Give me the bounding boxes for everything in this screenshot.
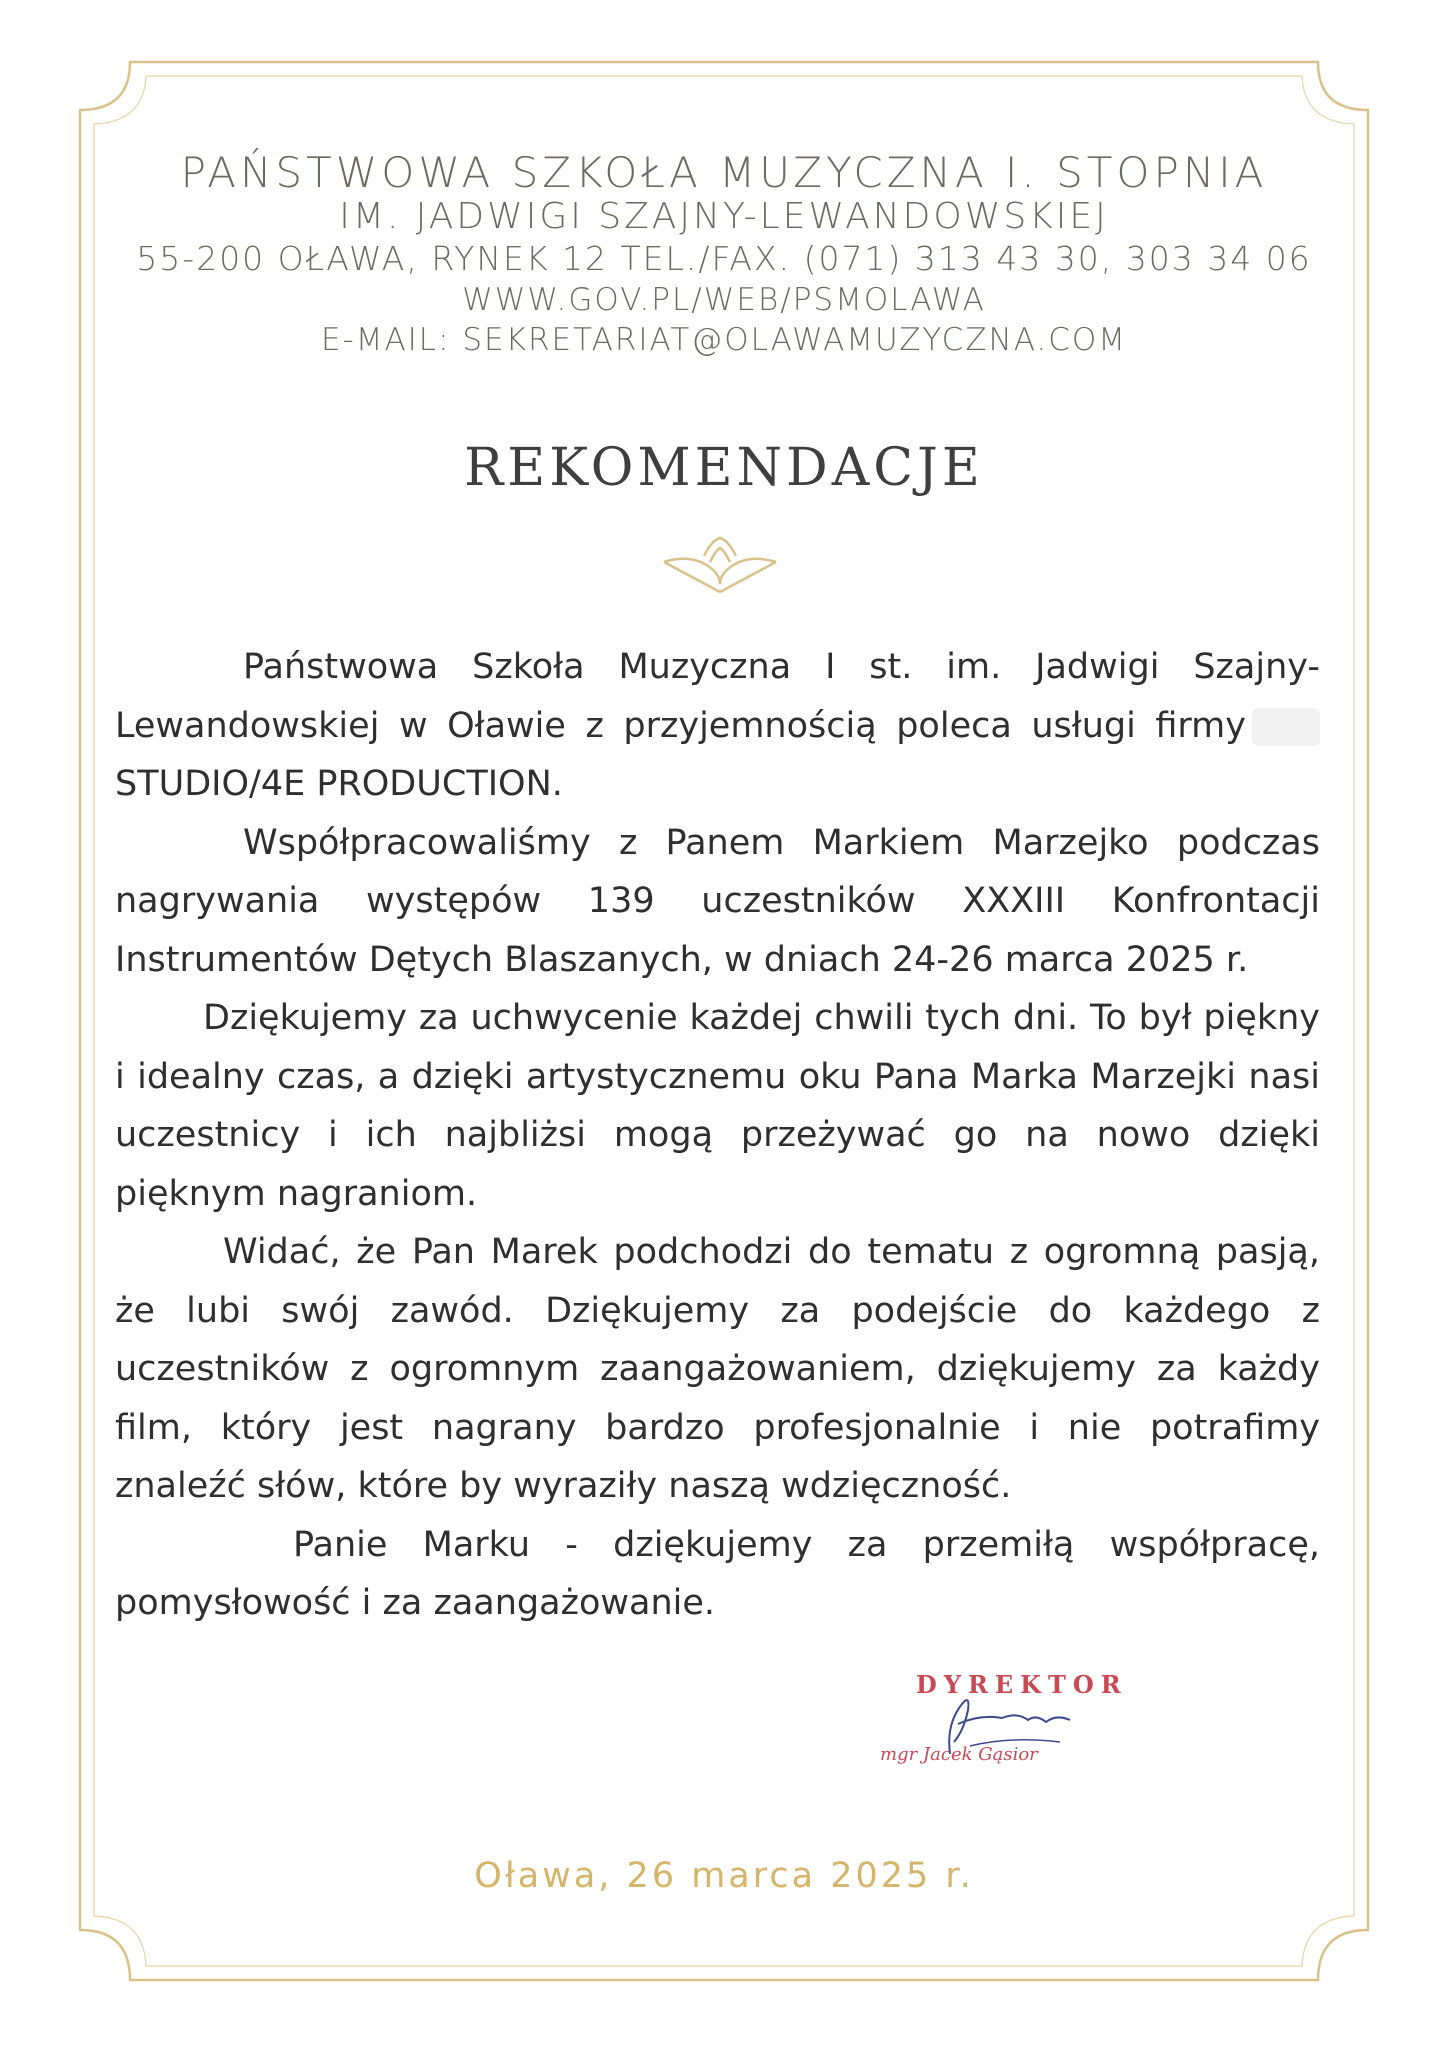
company-name: STUDIO/4E PRODUCTION. bbox=[115, 764, 563, 804]
paragraph-closing: Panie Marku - dziękujemy za przemiłą współpracę, pomysłowość i za zaangażowanie. bbox=[115, 1524, 1320, 1623]
school-email: E-MAIL: SEKRETARIAT@OLAWAMUZYCZNA.COM bbox=[320, 322, 1128, 358]
stamp-name: mgr Jacek Gąsior bbox=[880, 1744, 1038, 1765]
paragraph-thanks: Dziękujemy za uchwycenie każdej chwili tych dni. To był piękny i idealny czas, a dzięki artystycznemu oku Pana Marka Marzejki nasi uczestnicy i ich najbliżsi mogą przeżywać go na nowo dzięki pięknym nagraniom. bbox=[115, 998, 1320, 1214]
paragraph-passion: Widać, że Pan Marek podchodzi do tematu z ogromną pasją, że lubi swój zawód. Dziękujemy za podejście do każdego z uczestników z ogromnym zaangażowaniem, dziękujemy za każdy film, który jest nagrany bardzo profesjonalnie i nie potrafimy znaleźć słów, które by wyraziły naszą wdzięczność. bbox=[115, 1232, 1320, 1506]
paragraph-intro-text: Państwowa Szkoła Muzyczna I st. im. Jadwigi Szajny-Lewandowskiej w Oławie z przyjemnością poleca usługi firmy bbox=[115, 647, 1320, 746]
director-stamp bbox=[870, 1670, 1170, 1770]
document-title: REKOMENDACJE bbox=[464, 438, 984, 498]
school-address: 55-200 OŁAWA, RYNEK 12 TEL./FAX. (071) 313 43 30, 303 34 06 bbox=[136, 239, 1312, 278]
school-name: PAŃSTWOWA SZKOŁA MUZYCZNA I. STOPNIA bbox=[180, 148, 1268, 197]
paragraph-intro bbox=[115, 638, 1320, 814]
handwritten-signature bbox=[910, 1684, 1110, 1764]
stamp-title: DYREKTOR bbox=[916, 1670, 1128, 1699]
ornament-icon bbox=[660, 532, 780, 602]
place-and-date: Oława, 26 marca 2025 r. bbox=[474, 1856, 974, 1896]
school-letterhead bbox=[90, 150, 1358, 360]
school-website: WWW.GOV.PL/WEB/PSMOLAWA bbox=[462, 282, 986, 318]
recommendation-body bbox=[115, 638, 1320, 1633]
school-patron: IM. JADWIGI SZAJNY-LEWANDOWSKIEJ bbox=[339, 196, 1109, 237]
paragraph-cooperation: Współpracowaliśmy z Panem Markiem Marzejko podczas nagrywania występów 139 uczestników XXXIII Konfrontacji Instrumentów Dętych Blaszanych, w dniach 24-26 marca 2025 r. bbox=[115, 822, 1320, 980]
redacted-area bbox=[1252, 708, 1320, 746]
